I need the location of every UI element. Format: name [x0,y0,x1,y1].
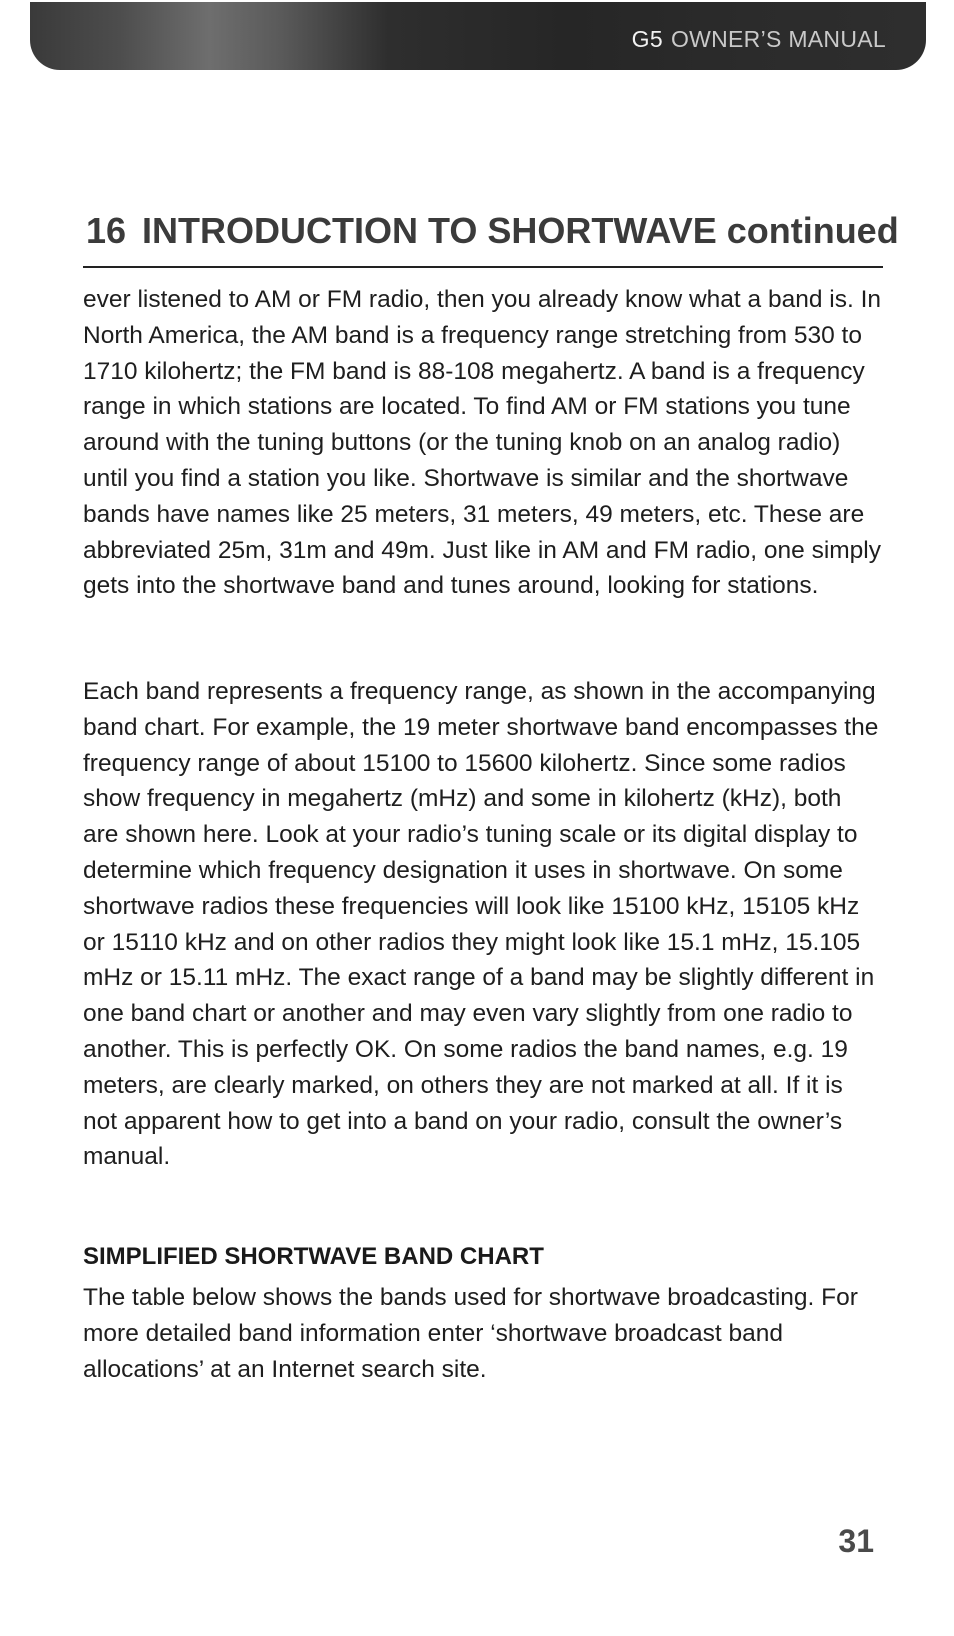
title-divider [83,266,883,268]
body-paragraph-2: Each band represents a frequency range, as shown in the accompanying band chart. For example, the 19 meter shortwave band encompasses the frequency range of about 15100 to 15600 kilohertz. Since some radios show frequency in megahertz (mHz) and some in kilohertz (kHz), both are shown here. Look at your radio’s tuning scale or its digital display to determine which frequency designation it uses in shortwave. On some shortwave radios these frequencies will look like 15100 kHz, 15105 kHz or 15110 kHz and on other radios they might look like 15.1 mHz, 15.105 mHz or 15.11 mHz. The exact range of a band may be slightly different in one band chart or another and may even vary slightly from one radio to another. This is perfectly OK. On some radios the band names, e.g. 19 meters, are clearly marked, on others they are not marked at all. If it is not apparent how to get into a band on your radio, consult the owner’s manual. [83,678,879,1171]
header-bar [30,2,926,70]
section-title [86,210,899,252]
section-title-text: INTRODUCTION TO SHORTWAVE continued [142,210,899,251]
section-number: 16 [86,210,127,251]
model-name: G5 [631,26,663,52]
body-paragraph-1: ever listened to AM or FM radio, then you already know what a band is. In North America, the AM band is a frequency range stretching from 530 to 1710 kilohertz; the FM band is 88-108 megahertz. A band is a frequency range in which stations are located. To find AM or FM stations you tune around with the tuning buttons (or the tuning knob on an analog radio) until you find a station you like. Shortwave is similar and the shortwave bands have names like 25 meters, 31 meters, 49 meters, etc. These are abbreviated 25m, 31m and 49m. Just like in AM and FM radio, one simply gets into the shortwave band and tunes around, looking for stations. [83,286,882,600]
page-number: 31 [838,1523,874,1559]
running-header [632,26,886,53]
band-chart-heading: SIMPLIFIED SHORTWAVE BAND CHART [83,1243,544,1270]
manual-label: OWNER’S MANUAL [670,26,886,52]
band-chart-description: The table below shows the bands used for shortwave broadcasting. For more detailed band information enter ‘shortwave broadcast band allocations’ at an Internet search site. [83,1284,858,1383]
